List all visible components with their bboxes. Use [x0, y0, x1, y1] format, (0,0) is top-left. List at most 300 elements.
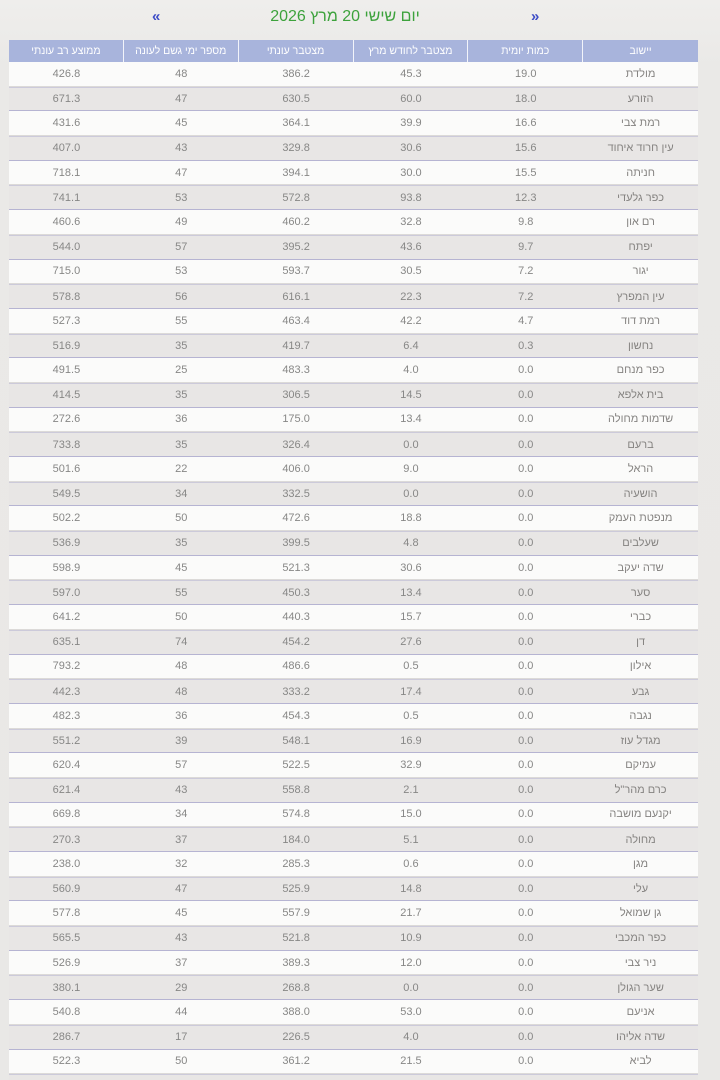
- table-row: [9, 210, 698, 235]
- cell-rain-days: 36: [175, 413, 188, 426]
- table-row: [9, 358, 698, 383]
- cell-seasonal-average: 718.1: [52, 166, 81, 179]
- cell-daily-amount: 0.0: [518, 784, 534, 797]
- cell-march-accumulated: 43.6: [400, 241, 422, 254]
- cell-settlement: ניר צבי: [624, 956, 657, 969]
- cell-seasonal-accumulated: 406.0: [282, 462, 310, 475]
- cell-settlement: רמת צבי: [620, 117, 661, 130]
- column-header-rain-days: מספר ימי גשם לעונה: [124, 40, 239, 62]
- cell-seasonal-accumulated: 226.5: [282, 1031, 310, 1044]
- cell-seasonal-average: 578.8: [52, 290, 81, 303]
- cell-settlement: מגדל עוז: [620, 734, 661, 747]
- table-row: [9, 827, 698, 852]
- table-row: [9, 1074, 698, 1080]
- cell-daily-amount: 0.0: [518, 660, 534, 673]
- cell-march-accumulated: 4.0: [403, 1031, 419, 1044]
- cell-seasonal-accumulated: 388.0: [282, 1005, 310, 1018]
- cell-march-accumulated: 21.5: [400, 1055, 422, 1068]
- cell-seasonal-average: 527.3: [52, 314, 81, 327]
- cell-seasonal-accumulated: 460.2: [282, 215, 310, 228]
- cell-seasonal-average: 380.1: [52, 981, 81, 994]
- cell-seasonal-accumulated: 486.6: [282, 660, 310, 673]
- cell-seasonal-accumulated: 630.5: [282, 93, 310, 106]
- cell-rain-days: 48: [175, 660, 188, 673]
- cell-seasonal-average: 442.3: [52, 685, 81, 698]
- cell-settlement: שעלבים: [622, 537, 659, 550]
- table-row: [9, 1050, 698, 1075]
- table-row: [9, 753, 698, 778]
- cell-rain-days: 50: [175, 1055, 188, 1068]
- table-row: [9, 679, 698, 704]
- cell-seasonal-average: 516.9: [52, 339, 81, 352]
- cell-daily-amount: 0.0: [518, 734, 534, 747]
- cell-seasonal-accumulated: 472.6: [282, 512, 310, 525]
- table-row: [9, 556, 698, 581]
- table-row: [9, 1025, 698, 1050]
- cell-seasonal-accumulated: 572.8: [282, 191, 310, 204]
- cell-settlement: בית אלפא: [617, 389, 664, 402]
- cell-rain-days: 35: [175, 537, 188, 550]
- cell-seasonal-accumulated: 175.0: [282, 413, 310, 426]
- cell-settlement: גבע: [631, 685, 650, 698]
- cell-seasonal-accumulated: 454.3: [282, 709, 310, 722]
- cell-seasonal-average: 565.5: [52, 932, 81, 945]
- cell-daily-amount: 0.0: [518, 512, 534, 525]
- cell-daily-amount: 0.0: [518, 1005, 534, 1018]
- cell-settlement: שער הגולן: [617, 981, 664, 994]
- prev-day-arrow[interactable]: «: [152, 8, 160, 25]
- cell-daily-amount: 0.0: [518, 857, 534, 870]
- cell-rain-days: 34: [175, 808, 188, 821]
- cell-march-accumulated: 2.1: [403, 784, 419, 797]
- cell-rain-days: 50: [175, 512, 188, 525]
- cell-march-accumulated: 4.8: [403, 537, 419, 550]
- table-row: [9, 704, 698, 729]
- table-row: [9, 506, 698, 531]
- cell-rain-days: 45: [175, 907, 188, 920]
- cell-settlement: מחולה: [625, 833, 656, 846]
- cell-seasonal-average: 551.2: [52, 734, 81, 747]
- table-row: [9, 729, 698, 754]
- cell-settlement: כפר מנחם: [616, 364, 665, 377]
- cell-rain-days: 25: [175, 364, 188, 377]
- cell-rain-days: 47: [175, 883, 188, 896]
- cell-march-accumulated: 10.9: [400, 932, 422, 945]
- cell-rain-days: 45: [175, 117, 188, 130]
- cell-seasonal-average: 501.6: [52, 462, 81, 475]
- cell-seasonal-average: 414.5: [52, 389, 81, 402]
- cell-settlement: רם און: [626, 215, 655, 228]
- cell-march-accumulated: 0.0: [403, 981, 419, 994]
- cell-settlement: כרם מהר"ל: [614, 784, 667, 797]
- cell-daily-amount: 9.7: [518, 241, 534, 254]
- cell-daily-amount: 0.0: [518, 932, 534, 945]
- cell-seasonal-accumulated: 333.2: [282, 685, 310, 698]
- table-row: [9, 457, 698, 482]
- cell-settlement: עין חרוד איחוד: [607, 142, 674, 155]
- table-row: [9, 778, 698, 803]
- table-row: [9, 605, 698, 630]
- cell-seasonal-average: 671.3: [52, 93, 81, 106]
- cell-seasonal-average: 715.0: [52, 265, 81, 278]
- cell-daily-amount: 0.0: [518, 537, 534, 550]
- cell-seasonal-average: 238.0: [52, 857, 81, 870]
- table-row: [9, 136, 698, 161]
- cell-daily-amount: 0.0: [518, 438, 534, 451]
- cell-seasonal-accumulated: 558.8: [282, 784, 310, 797]
- table-body: [9, 62, 698, 1080]
- cell-rain-days: 50: [175, 610, 188, 623]
- cell-march-accumulated: 30.6: [400, 561, 422, 574]
- cell-march-accumulated: 15.0: [400, 808, 422, 821]
- table-row: [9, 432, 698, 457]
- cell-daily-amount: 19.0: [515, 67, 537, 80]
- cell-rain-days: 35: [175, 389, 188, 402]
- cell-seasonal-accumulated: 574.8: [282, 808, 310, 821]
- column-header-seasonal-average: ממוצע רב עונתי: [9, 40, 124, 62]
- cell-march-accumulated: 0.5: [403, 660, 419, 673]
- cell-march-accumulated: 42.2: [400, 314, 422, 327]
- cell-march-accumulated: 22.3: [400, 290, 422, 303]
- cell-rain-days: 57: [175, 241, 188, 254]
- cell-seasonal-accumulated: 184.0: [282, 833, 310, 846]
- cell-daily-amount: 0.0: [518, 956, 534, 969]
- cell-rain-days: 35: [175, 339, 188, 352]
- cell-march-accumulated: 60.0: [400, 93, 422, 106]
- cell-rain-days: 56: [175, 290, 188, 303]
- cell-settlement: עין המפרץ: [616, 290, 665, 303]
- cell-settlement: לביא: [629, 1055, 652, 1068]
- cell-seasonal-accumulated: 399.5: [282, 537, 310, 550]
- cell-march-accumulated: 21.7: [400, 907, 422, 920]
- table-row: [9, 161, 698, 186]
- cell-daily-amount: 0.0: [518, 981, 534, 994]
- cell-daily-amount: 0.0: [518, 1055, 534, 1068]
- cell-settlement: רמת דוד: [621, 314, 660, 327]
- cell-seasonal-average: 733.8: [52, 438, 81, 451]
- cell-seasonal-average: 635.1: [52, 636, 81, 649]
- cell-rain-days: 22: [175, 462, 188, 475]
- cell-settlement: כפר המכבי: [615, 932, 667, 945]
- table-row: [9, 334, 698, 359]
- cell-settlement: עמיקם: [625, 759, 656, 772]
- cell-settlement: דן: [636, 636, 646, 649]
- cell-rain-days: 37: [175, 956, 188, 969]
- cell-march-accumulated: 13.4: [400, 413, 422, 426]
- cell-march-accumulated: 13.4: [400, 586, 422, 599]
- table-row: [9, 383, 698, 408]
- cell-daily-amount: 0.0: [518, 636, 534, 649]
- cell-daily-amount: 0.0: [518, 364, 534, 377]
- cell-seasonal-accumulated: 616.1: [282, 290, 310, 303]
- cell-rain-days: 74: [175, 636, 188, 649]
- cell-daily-amount: 0.0: [518, 488, 534, 501]
- cell-settlement: יקנעם מושבה: [609, 808, 672, 821]
- cell-rain-days: 55: [175, 314, 188, 327]
- cell-march-accumulated: 6.4: [403, 339, 419, 352]
- cell-settlement: יפתח: [628, 241, 653, 254]
- cell-rain-days: 48: [175, 67, 188, 80]
- table-row: [9, 111, 698, 136]
- cell-seasonal-average: 460.6: [52, 215, 81, 228]
- cell-daily-amount: 7.2: [518, 265, 534, 278]
- cell-settlement: שדה אליהו: [616, 1031, 665, 1044]
- cell-daily-amount: 0.0: [518, 561, 534, 574]
- cell-rain-days: 35: [175, 438, 188, 451]
- table-row: [9, 951, 698, 976]
- cell-seasonal-accumulated: 306.5: [282, 389, 310, 402]
- cell-daily-amount: 0.0: [518, 709, 534, 722]
- column-header-daily-amount: כמות יומית: [468, 40, 583, 62]
- column-header-settlement: יישוב: [629, 45, 652, 57]
- cell-daily-amount: 0.0: [518, 1031, 534, 1044]
- cell-rain-days: 17: [175, 1031, 188, 1044]
- cell-seasonal-accumulated: 450.3: [282, 586, 310, 599]
- table-row: [9, 655, 698, 680]
- cell-seasonal-accumulated: 557.9: [282, 907, 310, 920]
- cell-march-accumulated: 27.6: [400, 636, 422, 649]
- cell-rain-days: 48: [175, 685, 188, 698]
- table-row: [9, 877, 698, 902]
- cell-seasonal-average: 560.9: [52, 883, 81, 896]
- cell-march-accumulated: 0.0: [403, 438, 419, 451]
- cell-settlement: מגן: [633, 857, 649, 870]
- cell-seasonal-average: 598.9: [52, 561, 81, 574]
- cell-daily-amount: 0.0: [518, 759, 534, 772]
- cell-rain-days: 49: [175, 215, 188, 228]
- cell-march-accumulated: 0.5: [403, 709, 419, 722]
- cell-settlement: אניעם: [626, 1005, 655, 1018]
- cell-march-accumulated: 30.5: [400, 265, 422, 278]
- cell-seasonal-accumulated: 326.4: [282, 438, 310, 451]
- cell-settlement: נחשון: [627, 339, 654, 352]
- cell-daily-amount: 0.0: [518, 413, 534, 426]
- cell-seasonal-average: 620.4: [52, 759, 81, 772]
- page-title-date: יום שישי 20 מרץ 2026: [270, 8, 420, 25]
- cell-seasonal-average: 522.3: [52, 1055, 81, 1068]
- cell-settlement: כפר גלעדי: [617, 191, 665, 204]
- table-row: [9, 62, 698, 87]
- cell-march-accumulated: 45.3: [400, 67, 422, 80]
- cell-settlement: מולדת: [625, 67, 656, 80]
- cell-seasonal-accumulated: 394.1: [282, 166, 310, 179]
- cell-seasonal-accumulated: 454.2: [282, 636, 310, 649]
- cell-seasonal-average: 270.3: [52, 833, 81, 846]
- table-row: [9, 284, 698, 309]
- table-row: [9, 852, 698, 877]
- table-row: [9, 309, 698, 334]
- cell-seasonal-average: 597.0: [52, 586, 81, 599]
- cell-march-accumulated: 9.0: [403, 462, 419, 475]
- table-header-row: [9, 40, 698, 62]
- cell-rain-days: 37: [175, 833, 188, 846]
- table-row: [9, 482, 698, 507]
- cell-seasonal-accumulated: 364.1: [282, 117, 310, 130]
- cell-settlement: הושעיה: [623, 488, 658, 501]
- cell-rain-days: 43: [175, 142, 188, 155]
- table-row: [9, 87, 698, 112]
- cell-seasonal-average: 544.0: [52, 241, 81, 254]
- cell-rain-days: 44: [175, 1005, 188, 1018]
- cell-daily-amount: 0.0: [518, 389, 534, 402]
- column-header-march-accumulated: מצטבר לחודש מרץ: [354, 40, 469, 62]
- cell-daily-amount: 7.2: [518, 290, 534, 303]
- cell-daily-amount: 0.0: [518, 586, 534, 599]
- column-header-seasonal-accumulated: מצטבר עונתי: [239, 40, 354, 62]
- cell-settlement: מנפטת העמק: [608, 512, 673, 525]
- cell-seasonal-accumulated: 268.8: [282, 981, 310, 994]
- cell-daily-amount: 0.0: [518, 685, 534, 698]
- cell-march-accumulated: 14.8: [400, 883, 422, 896]
- cell-seasonal-average: 577.8: [52, 907, 81, 920]
- cell-rain-days: 55: [175, 586, 188, 599]
- cell-rain-days: 57: [175, 759, 188, 772]
- cell-march-accumulated: 17.4: [400, 685, 422, 698]
- cell-march-accumulated: 30.0: [400, 166, 422, 179]
- cell-daily-amount: 16.6: [515, 117, 537, 130]
- cell-settlement: הזורע: [627, 93, 654, 106]
- cell-march-accumulated: 12.0: [400, 956, 422, 969]
- table-row: [9, 408, 698, 433]
- cell-seasonal-accumulated: 329.8: [282, 142, 310, 155]
- cell-daily-amount: 0.0: [518, 833, 534, 846]
- cell-settlement: שדה יעקב: [617, 561, 664, 574]
- cell-march-accumulated: 0.6: [403, 857, 419, 870]
- cell-seasonal-average: 502.2: [52, 512, 81, 525]
- cell-seasonal-average: 482.3: [52, 709, 81, 722]
- cell-seasonal-average: 272.6: [52, 413, 81, 426]
- cell-seasonal-average: 741.1: [52, 191, 81, 204]
- cell-daily-amount: 0.0: [518, 610, 534, 623]
- cell-seasonal-average: 431.6: [52, 117, 81, 130]
- cell-settlement: כברי: [630, 610, 652, 623]
- cell-seasonal-average: 286.7: [52, 1031, 81, 1044]
- cell-seasonal-accumulated: 548.1: [282, 734, 310, 747]
- cell-seasonal-average: 669.8: [52, 808, 81, 821]
- cell-seasonal-accumulated: 440.3: [282, 610, 310, 623]
- cell-march-accumulated: 53.0: [400, 1005, 422, 1018]
- cell-seasonal-accumulated: 463.4: [282, 314, 310, 327]
- cell-seasonal-accumulated: 285.3: [282, 857, 310, 870]
- cell-rain-days: 32: [175, 857, 188, 870]
- cell-seasonal-accumulated: 522.5: [282, 759, 310, 772]
- cell-seasonal-average: 491.5: [52, 364, 81, 377]
- cell-march-accumulated: 32.9: [400, 759, 422, 772]
- cell-settlement: חניתה: [626, 166, 655, 179]
- cell-rain-days: 29: [175, 981, 188, 994]
- cell-daily-amount: 0.0: [518, 808, 534, 821]
- table-row: [9, 803, 698, 828]
- cell-rain-days: 53: [175, 191, 188, 204]
- cell-march-accumulated: 0.0: [403, 488, 419, 501]
- cell-settlement: הראל: [627, 462, 654, 475]
- table-row: [9, 901, 698, 926]
- cell-seasonal-accumulated: 389.3: [282, 956, 310, 969]
- table-row: [9, 975, 698, 1000]
- cell-daily-amount: 0.0: [518, 883, 534, 896]
- cell-settlement: אילון: [629, 660, 652, 673]
- rainfall-table: [9, 40, 698, 1080]
- cell-seasonal-accumulated: 593.7: [282, 265, 310, 278]
- cell-daily-amount: 4.7: [518, 314, 534, 327]
- cell-seasonal-average: 426.8: [52, 67, 81, 80]
- table-row: [9, 1000, 698, 1025]
- cell-rain-days: 36: [175, 709, 188, 722]
- cell-rain-days: 34: [175, 488, 188, 501]
- cell-settlement: ברעם: [627, 438, 654, 451]
- cell-settlement: גן שמואל: [619, 907, 662, 920]
- cell-seasonal-average: 526.9: [52, 956, 81, 969]
- cell-daily-amount: 18.0: [515, 93, 537, 106]
- cell-march-accumulated: 4.0: [403, 364, 419, 377]
- cell-daily-amount: 15.6: [515, 142, 537, 155]
- cell-seasonal-accumulated: 521.8: [282, 932, 310, 945]
- cell-march-accumulated: 93.8: [400, 191, 422, 204]
- cell-seasonal-accumulated: 483.3: [282, 364, 310, 377]
- table-row: [9, 235, 698, 260]
- table-row: [9, 630, 698, 655]
- cell-daily-amount: 9.8: [518, 215, 534, 228]
- cell-daily-amount: 15.5: [515, 166, 537, 179]
- cell-settlement: סער: [630, 586, 651, 599]
- cell-march-accumulated: 14.5: [400, 389, 422, 402]
- cell-settlement: עלי: [633, 883, 649, 896]
- cell-seasonal-accumulated: 525.9: [282, 883, 310, 896]
- cell-rain-days: 47: [175, 93, 188, 106]
- cell-daily-amount: 12.3: [515, 191, 537, 204]
- cell-rain-days: 39: [175, 734, 188, 747]
- cell-seasonal-average: 621.4: [52, 784, 81, 797]
- table-row: [9, 185, 698, 210]
- cell-march-accumulated: 18.8: [400, 512, 422, 525]
- cell-daily-amount: 0.0: [518, 907, 534, 920]
- cell-seasonal-accumulated: 521.3: [282, 561, 310, 574]
- cell-seasonal-average: 540.8: [52, 1005, 81, 1018]
- cell-march-accumulated: 16.9: [400, 734, 422, 747]
- cell-settlement: נגבה: [629, 709, 652, 722]
- cell-settlement: שדמות מחולה: [608, 413, 674, 426]
- cell-march-accumulated: 5.1: [403, 833, 419, 846]
- cell-seasonal-average: 407.0: [52, 142, 81, 155]
- cell-seasonal-accumulated: 386.2: [282, 67, 310, 80]
- table-row: [9, 531, 698, 556]
- cell-seasonal-accumulated: 395.2: [282, 241, 310, 254]
- cell-rain-days: 53: [175, 265, 188, 278]
- cell-rain-days: 43: [175, 932, 188, 945]
- table-row: [9, 580, 698, 605]
- cell-rain-days: 47: [175, 166, 188, 179]
- cell-daily-amount: 0.0: [518, 462, 534, 475]
- cell-rain-days: 45: [175, 561, 188, 574]
- cell-daily-amount: 0.3: [518, 339, 534, 352]
- cell-march-accumulated: 32.8: [400, 215, 422, 228]
- cell-seasonal-average: 793.2: [52, 660, 81, 673]
- table-row: [9, 926, 698, 951]
- cell-seasonal-accumulated: 332.5: [282, 488, 310, 501]
- next-day-arrow[interactable]: »: [531, 8, 539, 25]
- cell-seasonal-average: 641.2: [52, 610, 81, 623]
- cell-march-accumulated: 15.7: [400, 610, 422, 623]
- cell-seasonal-accumulated: 361.2: [282, 1055, 310, 1068]
- cell-settlement: יגור: [632, 265, 649, 278]
- date-navigation-bar: [0, 0, 720, 40]
- cell-march-accumulated: 39.9: [400, 117, 422, 130]
- cell-march-accumulated: 30.6: [400, 142, 422, 155]
- cell-seasonal-average: 549.5: [52, 488, 81, 501]
- cell-seasonal-accumulated: 419.7: [282, 339, 310, 352]
- cell-seasonal-average: 536.9: [52, 537, 81, 550]
- table-row: [9, 260, 698, 285]
